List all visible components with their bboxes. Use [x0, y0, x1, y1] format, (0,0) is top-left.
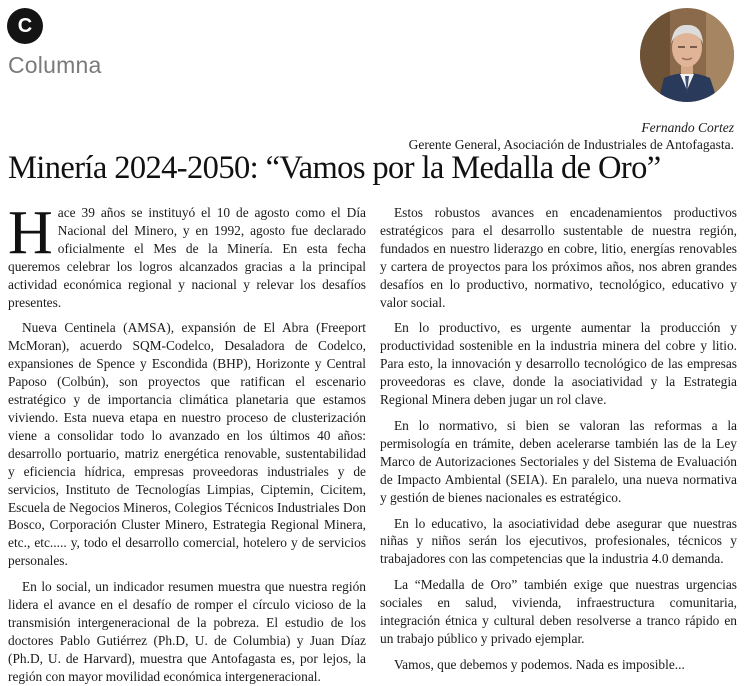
- drop-cap: H: [8, 199, 53, 267]
- article-paragraph: En lo productivo, es urgente aumentar la producción y productividad sostenible en la industria minera del cobre y litio. Para esto, la innovación y desarrollo tecnológico de las empresas proveedoras es clave, donde la asociatividad y la Estrategia Regional Minera deben jugar un rol clave.: [380, 320, 737, 408]
- article-column-right: [380, 204, 737, 674]
- article-paragraph: Estos robustos avances en encadenamientos productivos estratégicos para el desarrollo sustentable de nuestra región, fundados en nuestro liderazgo en cobre, litio, energías renovables y cartera de proyectos para los próximos años, nos abren grandes desafíos en lo productivo, normativo, tecnológico, educativo y valor social.: [380, 205, 737, 310]
- section-label: Columna: [8, 52, 102, 78]
- author-byline: [409, 119, 734, 153]
- column-badge: C: [7, 8, 43, 44]
- author-portrait: [640, 8, 734, 102]
- article-paragraph: Nueva Centinela (AMSA), expansión de El Abra (Freeport McMoran), acuerdo SQM-Codelco, Desaladora de Codelco, expansiones de Spence y Escondida (BHP), Horizonte y Central Paposo (Colbún), son proyectos que ratifican el escenario estratégico y de importancia climática planetaria que estamos viviendo. Esta nueva etapa en nuestro proceso de clusterización viene a consolidar todo lo avanzado en los últimos 40 años: desarrollo portuario, matriz energética renovable, sustentabilidad y eficiencia hídrica, empresas proveedoras industriales y de servicios, Instituto de Tecnologías Limpias, Ciptemin, Cicitem, Escuela de Negocios Mineros, Colegios Técnicos Industriales Don Bosco, Corporación Cluster Minero, Estrategia Regional Minera, etc., etc..... y, todo el desarrollo comercial, hotelero y de servicios personales.: [8, 320, 366, 569]
- article-paragraph: En lo social, un indicador resumen muestra que nuestra región lidera el avance en el desafío de romper el círculo vicioso de la transmisión intergeneracional de la pobreza. El estudio de los doctores Pablo Gutiérrez (Ph.D, U. de Columbia) y Juan Díaz (Ph.D, U. de Harvard), muestra que Antofagasta es, por lejos, la región con mayor movilidad económica intergeneracional.: [8, 579, 366, 684]
- article-paragraph: En lo normativo, si bien se valoran las reformas a la permisología en trámite, deben acelerarse también las de la Ley Marco de Autorizaciones Sectoriales y del Sistema de Evaluación de Impacto Ambiental (SEIA). En paralelo, una nueva normativa y gestión de bienes nacionales es estratégico.: [380, 417, 737, 505]
- author-name: Fernando Cortez: [641, 120, 734, 135]
- article-paragraph: [8, 199, 366, 311]
- article-column-left: [8, 199, 366, 686]
- paragraph-text: ace 39 años se instituyó el 10 de agosto como el Día Nacional del Minero, y en 1992, agosto fue declarado oficialmente el Mes de la Minería. En esta fecha queremos celebrar los logros alcanzados gracias a la principal actividad económica regional y nacional y relevar los desafíos presentes.: [8, 205, 366, 310]
- article-headline: Minería 2024-2050: “Vamos por la Medalla de Oro”: [8, 150, 661, 186]
- author-title: Gerente General, Asociación de Industriales de Antofagasta.: [408, 137, 734, 152]
- article-paragraph: La “Medalla de Oro” también exige que nuestras urgencias sociales en salud, vivienda, infraestructura comunitaria, integración étnica y cultural deben resolverse a tranco rápido en un trabajo público y privado ejemplar.: [380, 577, 737, 646]
- article-paragraph: Vamos, que debemos y podemos. Nada es imposible...: [394, 656, 685, 672]
- article-paragraph: En lo educativo, la asociatividad debe asegurar que nuestras niñas y niños serán los ejecutivos, profesionales, técnicos y trabajadores con las competencias que la industria 4.0 demanda.: [380, 515, 737, 567]
- author-photo-illustration: [640, 8, 734, 102]
